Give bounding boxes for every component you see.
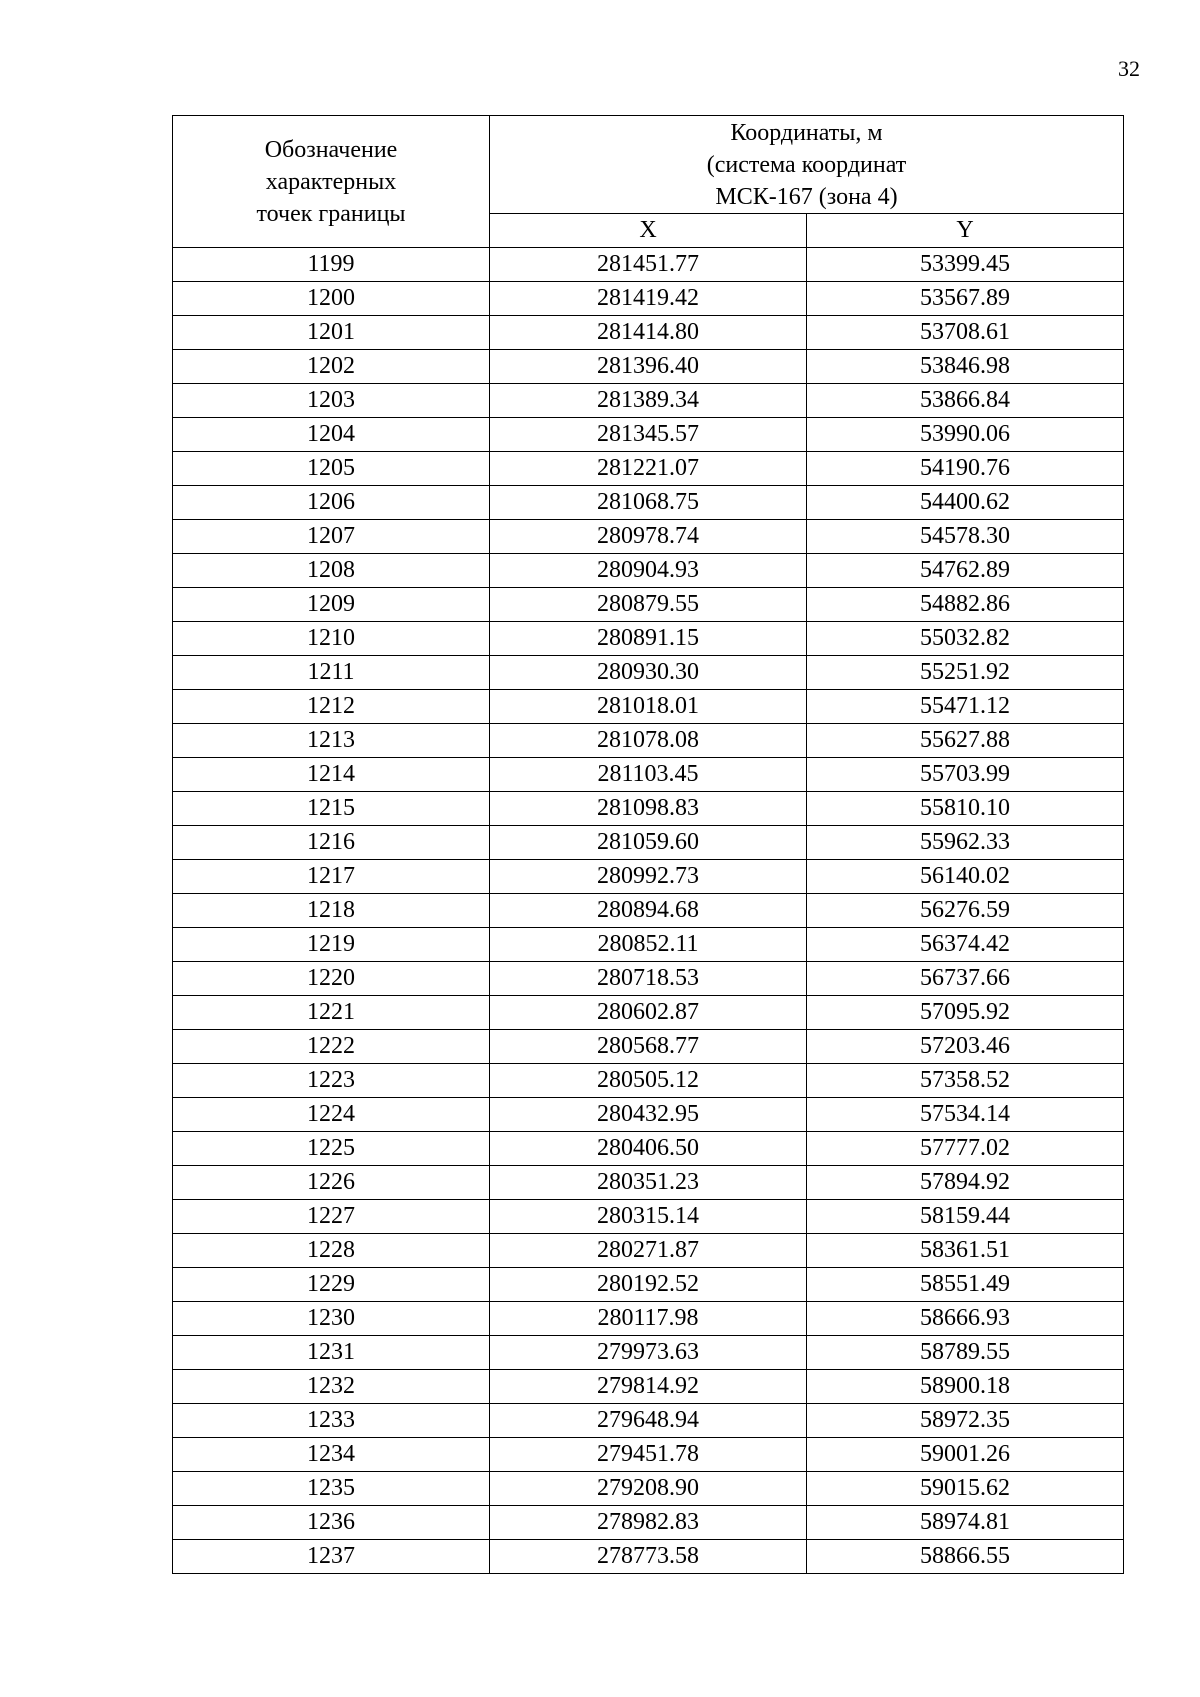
cell-point: 1212: [173, 690, 490, 724]
cell-point: 1202: [173, 350, 490, 384]
cell-x: 280852.11: [490, 928, 807, 962]
cell-y: 57894.92: [807, 1166, 1124, 1200]
cell-y: 57095.92: [807, 996, 1124, 1030]
cell-y: 55471.12: [807, 690, 1124, 724]
cell-point: 1210: [173, 622, 490, 656]
cell-x: 281389.34: [490, 384, 807, 418]
cell-point: 1207: [173, 520, 490, 554]
cell-x: 281018.01: [490, 690, 807, 724]
table-row: [173, 1064, 1124, 1098]
table-row: [173, 1234, 1124, 1268]
cell-y: 58974.81: [807, 1506, 1124, 1540]
cell-x: 279451.78: [490, 1438, 807, 1472]
table-row: [173, 1506, 1124, 1540]
table-row: [173, 1302, 1124, 1336]
cell-x: 279648.94: [490, 1404, 807, 1438]
cell-y: 58666.93: [807, 1302, 1124, 1336]
cell-y: 54882.86: [807, 588, 1124, 622]
table-row: [173, 1132, 1124, 1166]
table-row: [173, 792, 1124, 826]
table-row: [173, 1404, 1124, 1438]
cell-x: 280505.12: [490, 1064, 807, 1098]
cell-x: 280930.30: [490, 656, 807, 690]
cell-point: 1237: [173, 1540, 490, 1574]
table-row: [173, 486, 1124, 520]
cell-x: 280894.68: [490, 894, 807, 928]
cell-x: 281221.07: [490, 452, 807, 486]
cell-x: 281414.80: [490, 316, 807, 350]
cell-y: 53846.98: [807, 350, 1124, 384]
cell-x: 279208.90: [490, 1472, 807, 1506]
cell-point: 1226: [173, 1166, 490, 1200]
cell-y: 58361.51: [807, 1234, 1124, 1268]
cell-x: 280568.77: [490, 1030, 807, 1064]
cell-point: 1201: [173, 316, 490, 350]
cell-x: 281068.75: [490, 486, 807, 520]
cell-y: 58789.55: [807, 1336, 1124, 1370]
cell-y: 54762.89: [807, 554, 1124, 588]
table-row: [173, 1540, 1124, 1574]
cell-y: 53708.61: [807, 316, 1124, 350]
cell-point: 1200: [173, 282, 490, 316]
table-body: [173, 248, 1124, 1574]
cell-x: 281345.57: [490, 418, 807, 452]
cell-y: 58159.44: [807, 1200, 1124, 1234]
table-row: [173, 860, 1124, 894]
cell-y: 56140.02: [807, 860, 1124, 894]
cell-y: 53990.06: [807, 418, 1124, 452]
cell-y: 55962.33: [807, 826, 1124, 860]
cell-x: 280718.53: [490, 962, 807, 996]
table-row: [173, 690, 1124, 724]
cell-x: 281103.45: [490, 758, 807, 792]
table-header: [173, 116, 1124, 248]
cell-x: 281098.83: [490, 792, 807, 826]
table-row: [173, 520, 1124, 554]
cell-point: 1217: [173, 860, 490, 894]
cell-x: 280192.52: [490, 1268, 807, 1302]
table-row: [173, 996, 1124, 1030]
table-row: [173, 1472, 1124, 1506]
table-row: [173, 622, 1124, 656]
cell-x: 280315.14: [490, 1200, 807, 1234]
cell-y: 59015.62: [807, 1472, 1124, 1506]
cell-x: 280904.93: [490, 554, 807, 588]
cell-point: 1236: [173, 1506, 490, 1540]
header-x: X: [490, 214, 807, 248]
cell-y: 54400.62: [807, 486, 1124, 520]
cell-x: 280602.87: [490, 996, 807, 1030]
cell-x: 281396.40: [490, 350, 807, 384]
cell-x: 280406.50: [490, 1132, 807, 1166]
table-row: [173, 588, 1124, 622]
cell-x: 278773.58: [490, 1540, 807, 1574]
cell-point: 1218: [173, 894, 490, 928]
cell-y: 58551.49: [807, 1268, 1124, 1302]
cell-point: 1220: [173, 962, 490, 996]
cell-x: 280351.23: [490, 1166, 807, 1200]
cell-x: 280978.74: [490, 520, 807, 554]
cell-x: 281059.60: [490, 826, 807, 860]
cell-y: 55703.99: [807, 758, 1124, 792]
table-row: [173, 1370, 1124, 1404]
cell-x: 280432.95: [490, 1098, 807, 1132]
cell-point: 1213: [173, 724, 490, 758]
cell-x: 281451.77: [490, 248, 807, 282]
cell-x: 280879.55: [490, 588, 807, 622]
table-row: [173, 1166, 1124, 1200]
cell-point: 1235: [173, 1472, 490, 1506]
cell-point: 1206: [173, 486, 490, 520]
cell-point: 1219: [173, 928, 490, 962]
table-row: [173, 894, 1124, 928]
cell-y: 58866.55: [807, 1540, 1124, 1574]
cell-y: 56374.42: [807, 928, 1124, 962]
cell-point: 1221: [173, 996, 490, 1030]
cell-point: 1215: [173, 792, 490, 826]
table-row: [173, 350, 1124, 384]
cell-point: 1233: [173, 1404, 490, 1438]
header-coordinates: Координаты, м (система координат МСК-167 (зона 4): [490, 116, 1124, 214]
cell-point: 1199: [173, 248, 490, 282]
cell-point: 1208: [173, 554, 490, 588]
cell-point: 1204: [173, 418, 490, 452]
cell-y: 56737.66: [807, 962, 1124, 996]
cell-y: 58972.35: [807, 1404, 1124, 1438]
table-row: [173, 928, 1124, 962]
cell-y: 57534.14: [807, 1098, 1124, 1132]
cell-y: 55810.10: [807, 792, 1124, 826]
cell-y: 57358.52: [807, 1064, 1124, 1098]
cell-point: 1211: [173, 656, 490, 690]
header-row-top: [173, 116, 1124, 214]
table-row: [173, 384, 1124, 418]
cell-point: 1227: [173, 1200, 490, 1234]
table-row: [173, 316, 1124, 350]
cell-point: 1216: [173, 826, 490, 860]
table-row: [173, 1268, 1124, 1302]
cell-point: 1228: [173, 1234, 490, 1268]
cell-y: 57203.46: [807, 1030, 1124, 1064]
table-row: [173, 826, 1124, 860]
cell-point: 1222: [173, 1030, 490, 1064]
cell-y: 54190.76: [807, 452, 1124, 486]
table-row: [173, 248, 1124, 282]
cell-point: 1223: [173, 1064, 490, 1098]
cell-y: 54578.30: [807, 520, 1124, 554]
table-row: [173, 282, 1124, 316]
cell-y: 53866.84: [807, 384, 1124, 418]
table-row: [173, 1200, 1124, 1234]
cell-x: 279814.92: [490, 1370, 807, 1404]
cell-y: 59001.26: [807, 1438, 1124, 1472]
table-row: [173, 554, 1124, 588]
header-point-designation: Обозначение характерных точек границы: [173, 116, 490, 248]
cell-x: 280891.15: [490, 622, 807, 656]
cell-y: 57777.02: [807, 1132, 1124, 1166]
cell-y: 53567.89: [807, 282, 1124, 316]
coordinates-table: [172, 115, 1124, 1574]
cell-y: 56276.59: [807, 894, 1124, 928]
cell-point: 1231: [173, 1336, 490, 1370]
page-number: 32: [1118, 56, 1140, 81]
header-y: Y: [807, 214, 1124, 248]
table-row: [173, 1030, 1124, 1064]
cell-point: 1225: [173, 1132, 490, 1166]
cell-point: 1230: [173, 1302, 490, 1336]
cell-y: 53399.45: [807, 248, 1124, 282]
table-row: [173, 1098, 1124, 1132]
cell-x: 281078.08: [490, 724, 807, 758]
cell-y: 55032.82: [807, 622, 1124, 656]
cell-point: 1209: [173, 588, 490, 622]
cell-x: 280117.98: [490, 1302, 807, 1336]
cell-point: 1214: [173, 758, 490, 792]
cell-point: 1205: [173, 452, 490, 486]
cell-point: 1232: [173, 1370, 490, 1404]
table-row: [173, 656, 1124, 690]
cell-y: 58900.18: [807, 1370, 1124, 1404]
cell-x: 278982.83: [490, 1506, 807, 1540]
cell-x: 279973.63: [490, 1336, 807, 1370]
cell-point: 1229: [173, 1268, 490, 1302]
table-row: [173, 758, 1124, 792]
cell-y: 55627.88: [807, 724, 1124, 758]
cell-point: 1224: [173, 1098, 490, 1132]
cell-point: 1203: [173, 384, 490, 418]
cell-x: 280271.87: [490, 1234, 807, 1268]
cell-x: 280992.73: [490, 860, 807, 894]
cell-x: 281419.42: [490, 282, 807, 316]
table-row: [173, 962, 1124, 996]
cell-y: 55251.92: [807, 656, 1124, 690]
table-row: [173, 1438, 1124, 1472]
table-row: [173, 724, 1124, 758]
table-row: [173, 418, 1124, 452]
table-row: [173, 1336, 1124, 1370]
cell-point: 1234: [173, 1438, 490, 1472]
table-row: [173, 452, 1124, 486]
